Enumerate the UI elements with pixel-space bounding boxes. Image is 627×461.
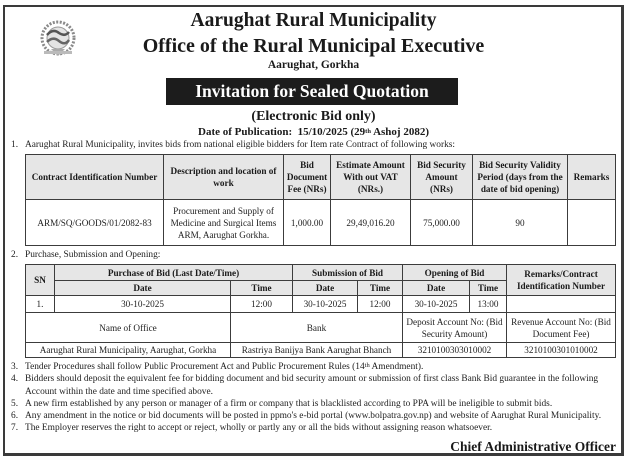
col-header-opening-time: Time [470, 281, 507, 296]
section-2-intro [11, 249, 160, 261]
note-text: A new firm established by any person or manager of a firm or company that is blacklisted according to PPA will be ineligible to submit bids. [25, 398, 553, 409]
note-number: 5. [11, 398, 19, 409]
col-header-description: Description and location of work [164, 155, 284, 200]
col-header-sn: SN [26, 265, 55, 296]
section-2-number: 2. [11, 250, 19, 260]
validity-cell: 90 [473, 200, 568, 246]
revenue-account-header: Revenue Account No: (Bid Document Fee) [507, 313, 616, 343]
note-number: 7. [11, 423, 19, 434]
section-1-text: Aarughat Rural Municipality, invites bids from national eligible bidders for Item rate Contract of following works: [25, 140, 456, 150]
doc-fee-cell: 1,000.00 [284, 200, 331, 246]
works-table-header-row [26, 155, 616, 200]
np-date-prefix: (29 [350, 126, 366, 138]
table-row [26, 200, 616, 246]
col-header-remarks: Remarks [568, 155, 616, 200]
terms-list [11, 361, 617, 435]
section-2-text: Purchase, Submission and Opening: [25, 250, 161, 260]
note-number: 3. [11, 362, 19, 372]
col-header-submission: Submission of Bid [293, 265, 403, 281]
list-item [11, 410, 617, 422]
col-header-purchase: Purchase of Bid (Last Date/Time) [55, 265, 293, 281]
note-number: 6. [11, 411, 19, 422]
submission-date-cell: 30-10-2025 [293, 296, 358, 313]
purchase-date-cell: 30-10-2025 [55, 296, 231, 313]
bank-header: Bank [231, 313, 403, 343]
opening-date-cell: 30-10-2025 [403, 296, 470, 313]
col-header-submission-time: Time [358, 281, 403, 296]
revenue-account-cell: 3210100301010002 [507, 343, 616, 358]
description-cell: Procurement and Supply of Medicine and Surgical Items ARM, Aarughat Gorkha. [164, 200, 284, 246]
table-row [26, 296, 616, 313]
list-item [11, 361, 617, 373]
office-name-cell: Aarughat Rural Municipality, Aarughat, Gorkha [26, 343, 231, 358]
section-1-intro [11, 139, 455, 151]
deposit-account-cell: 3210100303010002 [403, 343, 507, 358]
col-header-validity: Bid Security Validity Period (days from the date of bid opening) [473, 155, 568, 200]
schedule-header-row-1 [26, 265, 616, 281]
bank-name-cell: Rastriya Banijya Bank Aarughat Bhanch [231, 343, 403, 358]
municipality-name: Aarughat Rural Municipality [190, 10, 437, 31]
remarks-contract-cell [507, 296, 616, 313]
contract-id-cell: ARM/SQ/GOODS/01/2082-83 [26, 200, 164, 246]
note-text-main: Tender Procedures shall follow Public Procurement Act and Public Procurement Rules (14 [25, 362, 365, 372]
note-text: Bidders should deposit the equivalent fee for bidding document and bid security amount or submission of first class Bank Bid guarantee in the following Account within the date and time specified above. [25, 374, 599, 397]
security-cell: 75,000.00 [411, 200, 473, 246]
list-item [11, 422, 617, 434]
np-date-sup: th [365, 128, 371, 135]
list-item [11, 398, 617, 410]
signatory-title: Chief Administrative Officer [450, 439, 616, 454]
col-header-opening: Opening of Bid [403, 265, 507, 281]
note-text-end: Amendment). [369, 362, 424, 372]
note-number: 4. [11, 374, 19, 385]
col-header-security: Bid Security Amount (NRs) [411, 155, 473, 200]
notice-title-banner: Invitation for Sealed Quotation [166, 78, 458, 105]
sn-cell: 1. [26, 296, 55, 313]
col-header-purchase-time: Time [231, 281, 293, 296]
col-header-opening-date: Date [403, 281, 470, 296]
office-name-header: Name of Office [26, 313, 231, 343]
col-header-contract-id: Contract Identification Number [26, 155, 164, 200]
col-header-submission-date: Date [293, 281, 358, 296]
schedule-table [25, 264, 616, 358]
deposit-account-header: Deposit Account No: (Bid Security Amount) [403, 313, 507, 343]
note-text: The Employer reserves the right to accept or reject, wholly or partly any or all the bids without assigning reason whatsoever. [25, 423, 493, 434]
publication-date-line [0, 126, 627, 139]
works-table [25, 154, 616, 246]
section-1-number: 1. [11, 140, 19, 150]
col-header-estimate: Estimate Amount With out VAT (NRs.) [331, 155, 411, 200]
publication-date-nepali [350, 126, 429, 138]
purchase-time-cell: 12:00 [231, 296, 293, 313]
submission-time-cell: 12:00 [358, 296, 403, 313]
office-name: Office of the Rural Municipal Executive [142, 35, 485, 57]
estimate-cell: 29,49,016.20 [331, 200, 411, 246]
account-header-row [26, 313, 616, 343]
bid-mode: (Electronic Bid only) [251, 109, 376, 124]
note-text [25, 361, 617, 373]
publication-date: 15/10/2025 [297, 126, 348, 138]
list-item [11, 373, 617, 398]
publication-label: Date of Publication: [198, 126, 293, 138]
col-header-remarks-contract: Remarks/Contract Identification Number [507, 265, 616, 296]
col-header-purchase-date: Date [55, 281, 231, 296]
np-date-suffix: Ashoj 2082) [370, 126, 429, 138]
office-location: Aarughat, Gorkha [267, 59, 360, 71]
remarks-cell [568, 200, 616, 246]
note-text: Any amendment in the notice or bid documents will be posted in ppmo's e-bid portal (www.bolpatra.gov.np) and website of Aarughat Rural Municipality. [25, 411, 602, 422]
col-header-doc-fee: Bid Document Fee (NRs) [284, 155, 331, 200]
table-row [26, 343, 616, 358]
note-text-sup: th [364, 362, 370, 369]
opening-time-cell: 13:00 [470, 296, 507, 313]
